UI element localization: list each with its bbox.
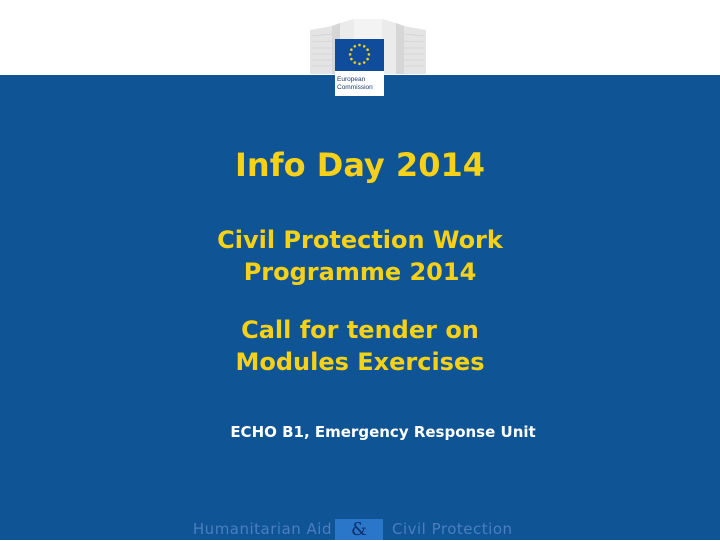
subtitle-work-programme: [0, 224, 720, 288]
footer-humanitarian-aid: Humanitarian Aid: [192, 520, 332, 538]
slide-title: Info Day 2014: [235, 146, 485, 184]
unit-label: ECHO B1, Emergency Response Unit: [230, 423, 536, 441]
subtitle-line: Civil Protection Work: [217, 226, 503, 254]
footer-civil-protection: Civil Protection: [392, 520, 513, 538]
logo-text-line1: European: [337, 76, 366, 83]
footer: [0, 519, 720, 540]
subtitle-line: Call for tender on: [241, 316, 479, 344]
logo-text-line2: Commission: [337, 84, 373, 91]
slide-background: [0, 75, 720, 540]
subtitle-call-for-tender: [0, 314, 720, 378]
subtitle-line: Modules Exercises: [235, 348, 485, 376]
subtitle-line: Programme 2014: [243, 258, 477, 286]
ampersand-badge: &: [335, 519, 383, 540]
european-commission-logo: [310, 14, 426, 100]
